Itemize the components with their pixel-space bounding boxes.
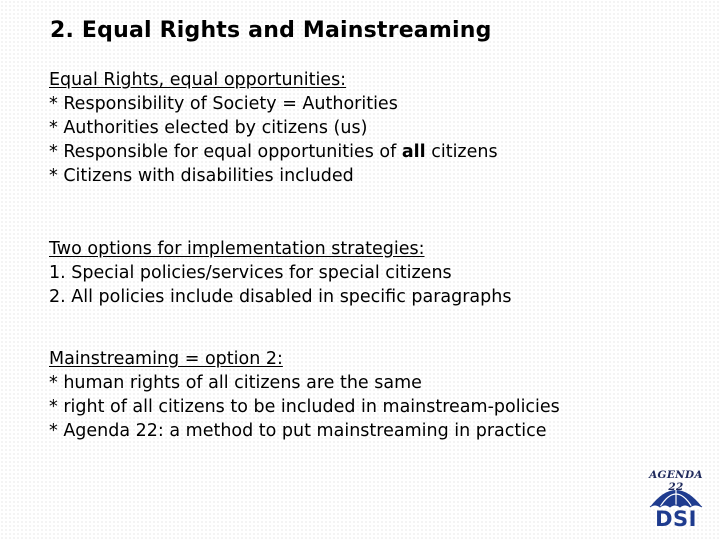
bullet-line: * right of all citizens to be included in mainstream-policies: [49, 397, 560, 417]
section-equal-rights: [49, 68, 498, 188]
bullet-line: * Responsibility of Society = Authorities: [49, 94, 398, 114]
section-heading: Two options for implementation strategies:: [49, 239, 425, 259]
numbered-line: 2. All policies include disabled in specific paragraphs: [49, 287, 512, 307]
agenda22-dsi-logo: [640, 469, 712, 531]
section-implementation-options: [49, 237, 511, 309]
page-title: 2. Equal Rights and Mainstreaming: [50, 18, 492, 43]
numbered-line: 1. Special policies/services for special citizens: [49, 263, 452, 283]
logo-dsi-text: DSI: [655, 507, 697, 531]
section-mainstreaming: [49, 347, 560, 443]
bullet-line: * Authorities elected by citizens (us): [49, 118, 368, 138]
emphasis-all: all: [401, 142, 426, 162]
bullet-line: * Agenda 22: a method to put mainstreaming in practice: [49, 421, 547, 441]
bullet-line: * human rights of all citizens are the same: [49, 373, 422, 393]
section-heading: Mainstreaming = option 2:: [49, 349, 283, 369]
logo-agenda-text: AGENDA 22: [649, 469, 703, 493]
bullet-line: * Responsible for equal opportunities of all citizens: [49, 142, 498, 162]
bullet-line: * Citizens with disabilities included: [49, 166, 354, 186]
section-heading: Equal Rights, equal opportunities:: [49, 70, 347, 90]
